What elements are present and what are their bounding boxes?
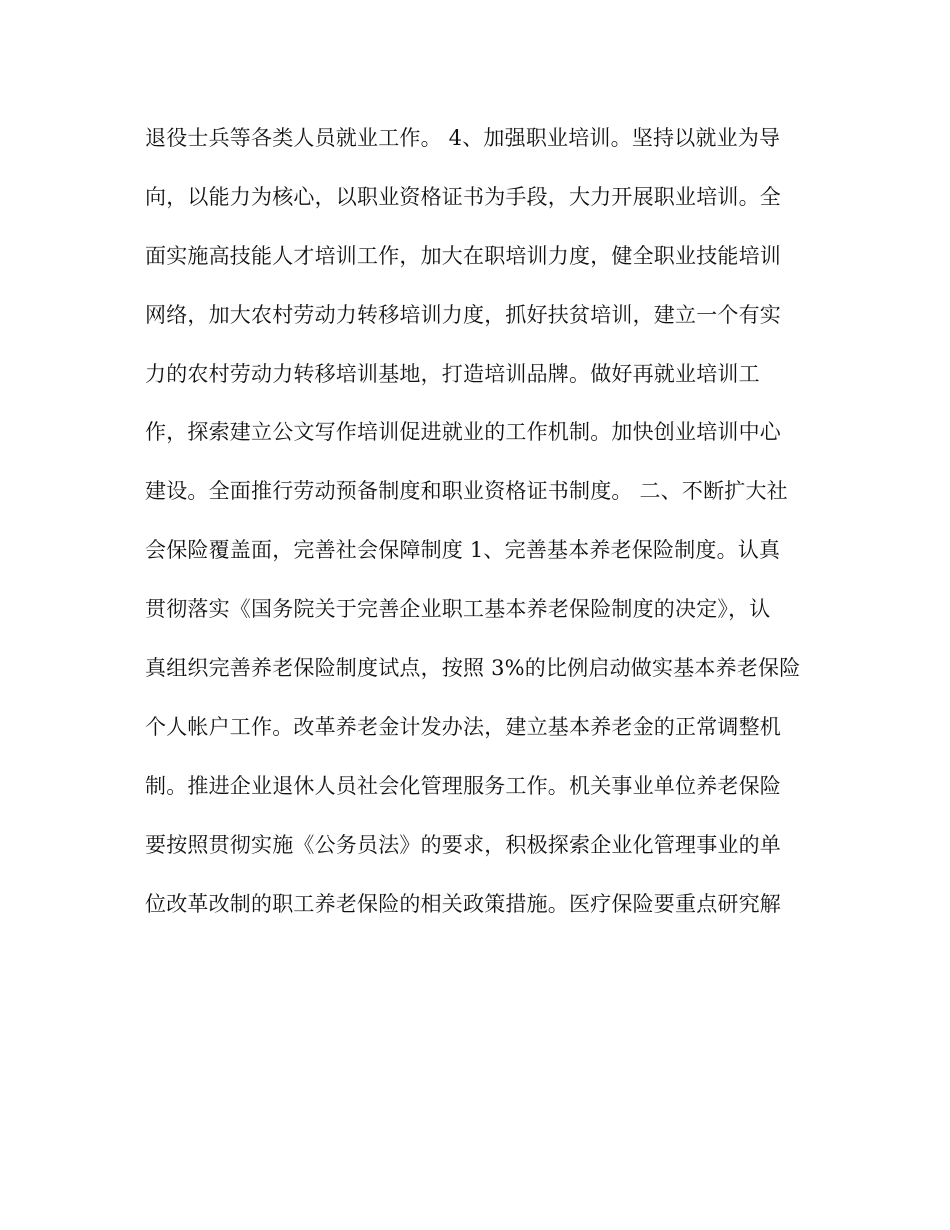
text-line: 会保险覆盖面，完善社会保障制度 1、完善基本养老保险制度。认真 <box>145 538 781 563</box>
text-line: 要按照贯彻实施《公务员法》的要求，积极探索企业化管理事业的单 <box>145 832 781 857</box>
text-line: 面实施高技能人才培训工作，加大在职培训力度，健全职业技能培训 <box>145 243 781 268</box>
text-line: 位改革改制的职工养老保险的相关政策措施。医疗保险要重点研究解 <box>145 891 781 916</box>
text-line: 贯彻落实《国务院关于完善企业职工基本养老保险制度的决定》，认 <box>145 597 771 622</box>
body-text <box>145 118 805 942</box>
text-line: 退役士兵等各类人员就业工作。 4、加强职业培训。坚持以就业为导 <box>145 126 781 150</box>
text-line: 向，以能力为核心，以职业资格证书为手段，大力开展职业培训。全 <box>145 184 781 209</box>
text-line: 个人帐户工作。改革养老金计发办法，建立基本养老金的正常调整机 <box>145 714 781 739</box>
text-line: 网络，加大农村劳动力转移培训力度，抓好扶贫培训，建立一个有实 <box>145 302 781 327</box>
text-line: 真组织完善养老保险制度试点，按照 3%的比例启动做实基本养老保险 <box>145 656 801 681</box>
text-line: 力的农村劳动力转移培训基地，打造培训品牌。做好再就业培训工 <box>145 361 760 386</box>
text-line: 作，探索建立公文写作培训促进就业的工作机制。加快创业培训中心 <box>145 420 781 445</box>
text-line: 制。推进企业退休人员社会化管理服务工作。机关事业单位养老保险 <box>145 773 781 798</box>
text-line: 建设。全面推行劳动预备制度和职业资格证书制度。 二、不断扩大社 <box>145 479 788 504</box>
